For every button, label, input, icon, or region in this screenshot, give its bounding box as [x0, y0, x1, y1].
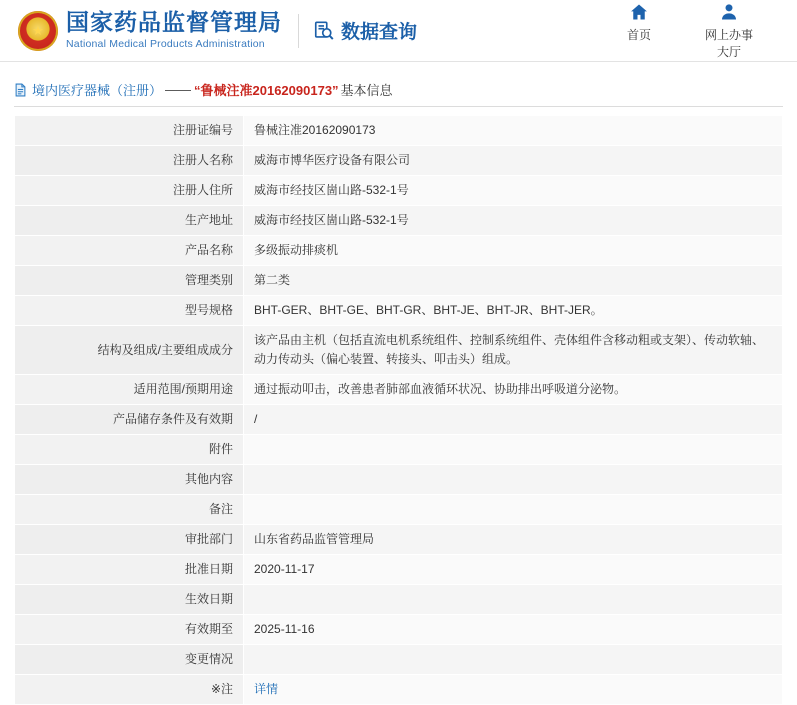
table-row-value: 威海市博华医疗设备有限公司	[244, 146, 783, 176]
table-row	[15, 615, 783, 645]
table-row	[15, 525, 783, 555]
table-row-label: 附件	[15, 435, 244, 465]
table-row-label: 生效日期	[15, 585, 244, 615]
table-row-label: 注册证编号	[15, 116, 244, 146]
table-row	[15, 326, 783, 375]
table-row-label: 结构及组成/主要组成成分	[15, 326, 244, 375]
table-row-value	[244, 495, 783, 525]
nav-label-service-hall: 网上办事大厅	[704, 28, 753, 59]
detail-link[interactable]: 详情	[254, 682, 279, 696]
table-row-label: ※注	[15, 675, 244, 705]
table-row-value: BHT-GER、BHT-GE、BHT-GR、BHT-JE、BHT-JR、BHT-JER。	[244, 296, 783, 326]
table-row	[15, 465, 783, 495]
table-row-value: 该产品由主机（包括直流电机系统组件、控制系统组件、壳体组件含移动粗或支架）、传动软轴、动力传动头（偏心装置、转接头、叩击头）组成。	[244, 326, 783, 375]
table-row-label: 型号规格	[15, 296, 244, 326]
device-info-table	[14, 115, 783, 705]
national-emblem-icon	[18, 11, 58, 51]
table-row-label: 注册人名称	[15, 146, 244, 176]
brand-block	[66, 11, 282, 50]
table-row-label: 生产地址	[15, 206, 244, 236]
brand-title-cn: 国家药品监督管理局	[66, 10, 282, 36]
nav-item-home[interactable]	[611, 1, 667, 43]
table-row	[15, 495, 783, 525]
table-row-value	[244, 645, 783, 675]
table-row-value: 山东省药品监管管理局	[244, 525, 783, 555]
nav-item-service-hall[interactable]	[701, 1, 757, 60]
page-header	[0, 0, 797, 62]
table-row	[15, 405, 783, 435]
table-row-value: 多级振动排痰机	[244, 236, 783, 266]
data-query-label: 数据查询	[341, 22, 418, 43]
table-row-label: 注册人住所	[15, 176, 244, 206]
table-row-label: 管理类别	[15, 266, 244, 296]
brand-title-en: National Medical Products Administration	[66, 38, 265, 51]
table-row-value	[244, 585, 783, 615]
table-row-value: /	[244, 405, 783, 435]
user-icon	[701, 1, 757, 23]
table-row	[15, 146, 783, 176]
table-row-value: 2025-11-16	[244, 615, 783, 645]
title-tail: 基本信息	[340, 83, 393, 98]
nav-label-home: 首页	[626, 28, 651, 42]
table-row-value	[244, 435, 783, 465]
table-row	[15, 375, 783, 405]
table-row-value	[244, 465, 783, 495]
table-row-label: 产品名称	[15, 236, 244, 266]
table-row-value: 鲁械注准20162090173	[244, 116, 783, 146]
table-row	[15, 236, 783, 266]
title-registration-no: “鲁械注准20162090173”	[194, 83, 339, 98]
magnifier-document-icon	[313, 20, 335, 42]
home-icon	[611, 1, 667, 23]
table-row-value: 2020-11-17	[244, 555, 783, 585]
data-query-logo[interactable]	[313, 17, 417, 44]
table-row-value: 威海市经技区崮山路-532-1号	[244, 206, 783, 236]
header-divider	[298, 14, 299, 48]
table-row-label: 其他内容	[15, 465, 244, 495]
table-row-label: 产品储存条件及有效期	[15, 405, 244, 435]
table-row	[15, 266, 783, 296]
table-row	[15, 585, 783, 615]
document-icon	[14, 83, 27, 97]
title-category: 境内医疗器械（注册）	[32, 83, 163, 98]
table-row-label: 审批部门	[15, 525, 244, 555]
table-row-value: 第二类	[244, 266, 783, 296]
table-row-label: 变更情况	[15, 645, 244, 675]
table-row	[15, 675, 783, 705]
table-row	[15, 435, 783, 465]
title-separator: ——	[165, 82, 192, 97]
table-row	[15, 645, 783, 675]
header-nav	[611, 1, 779, 60]
table-row-value[interactable]	[244, 675, 783, 705]
page-title	[14, 80, 783, 107]
table-row-value: 威海市经技区崮山路-532-1号	[244, 176, 783, 206]
table-row-label: 有效期至	[15, 615, 244, 645]
table-row	[15, 176, 783, 206]
table-row	[15, 206, 783, 236]
table-row-value: 通过振动叩击，改善患者肺部血液循环状况、协助排出呼吸道分泌物。	[244, 375, 783, 405]
table-row-label: 批准日期	[15, 555, 244, 585]
table-row-label: 备注	[15, 495, 244, 525]
table-row	[15, 296, 783, 326]
table-row	[15, 116, 783, 146]
table-row-label: 适用范围/预期用途	[15, 375, 244, 405]
